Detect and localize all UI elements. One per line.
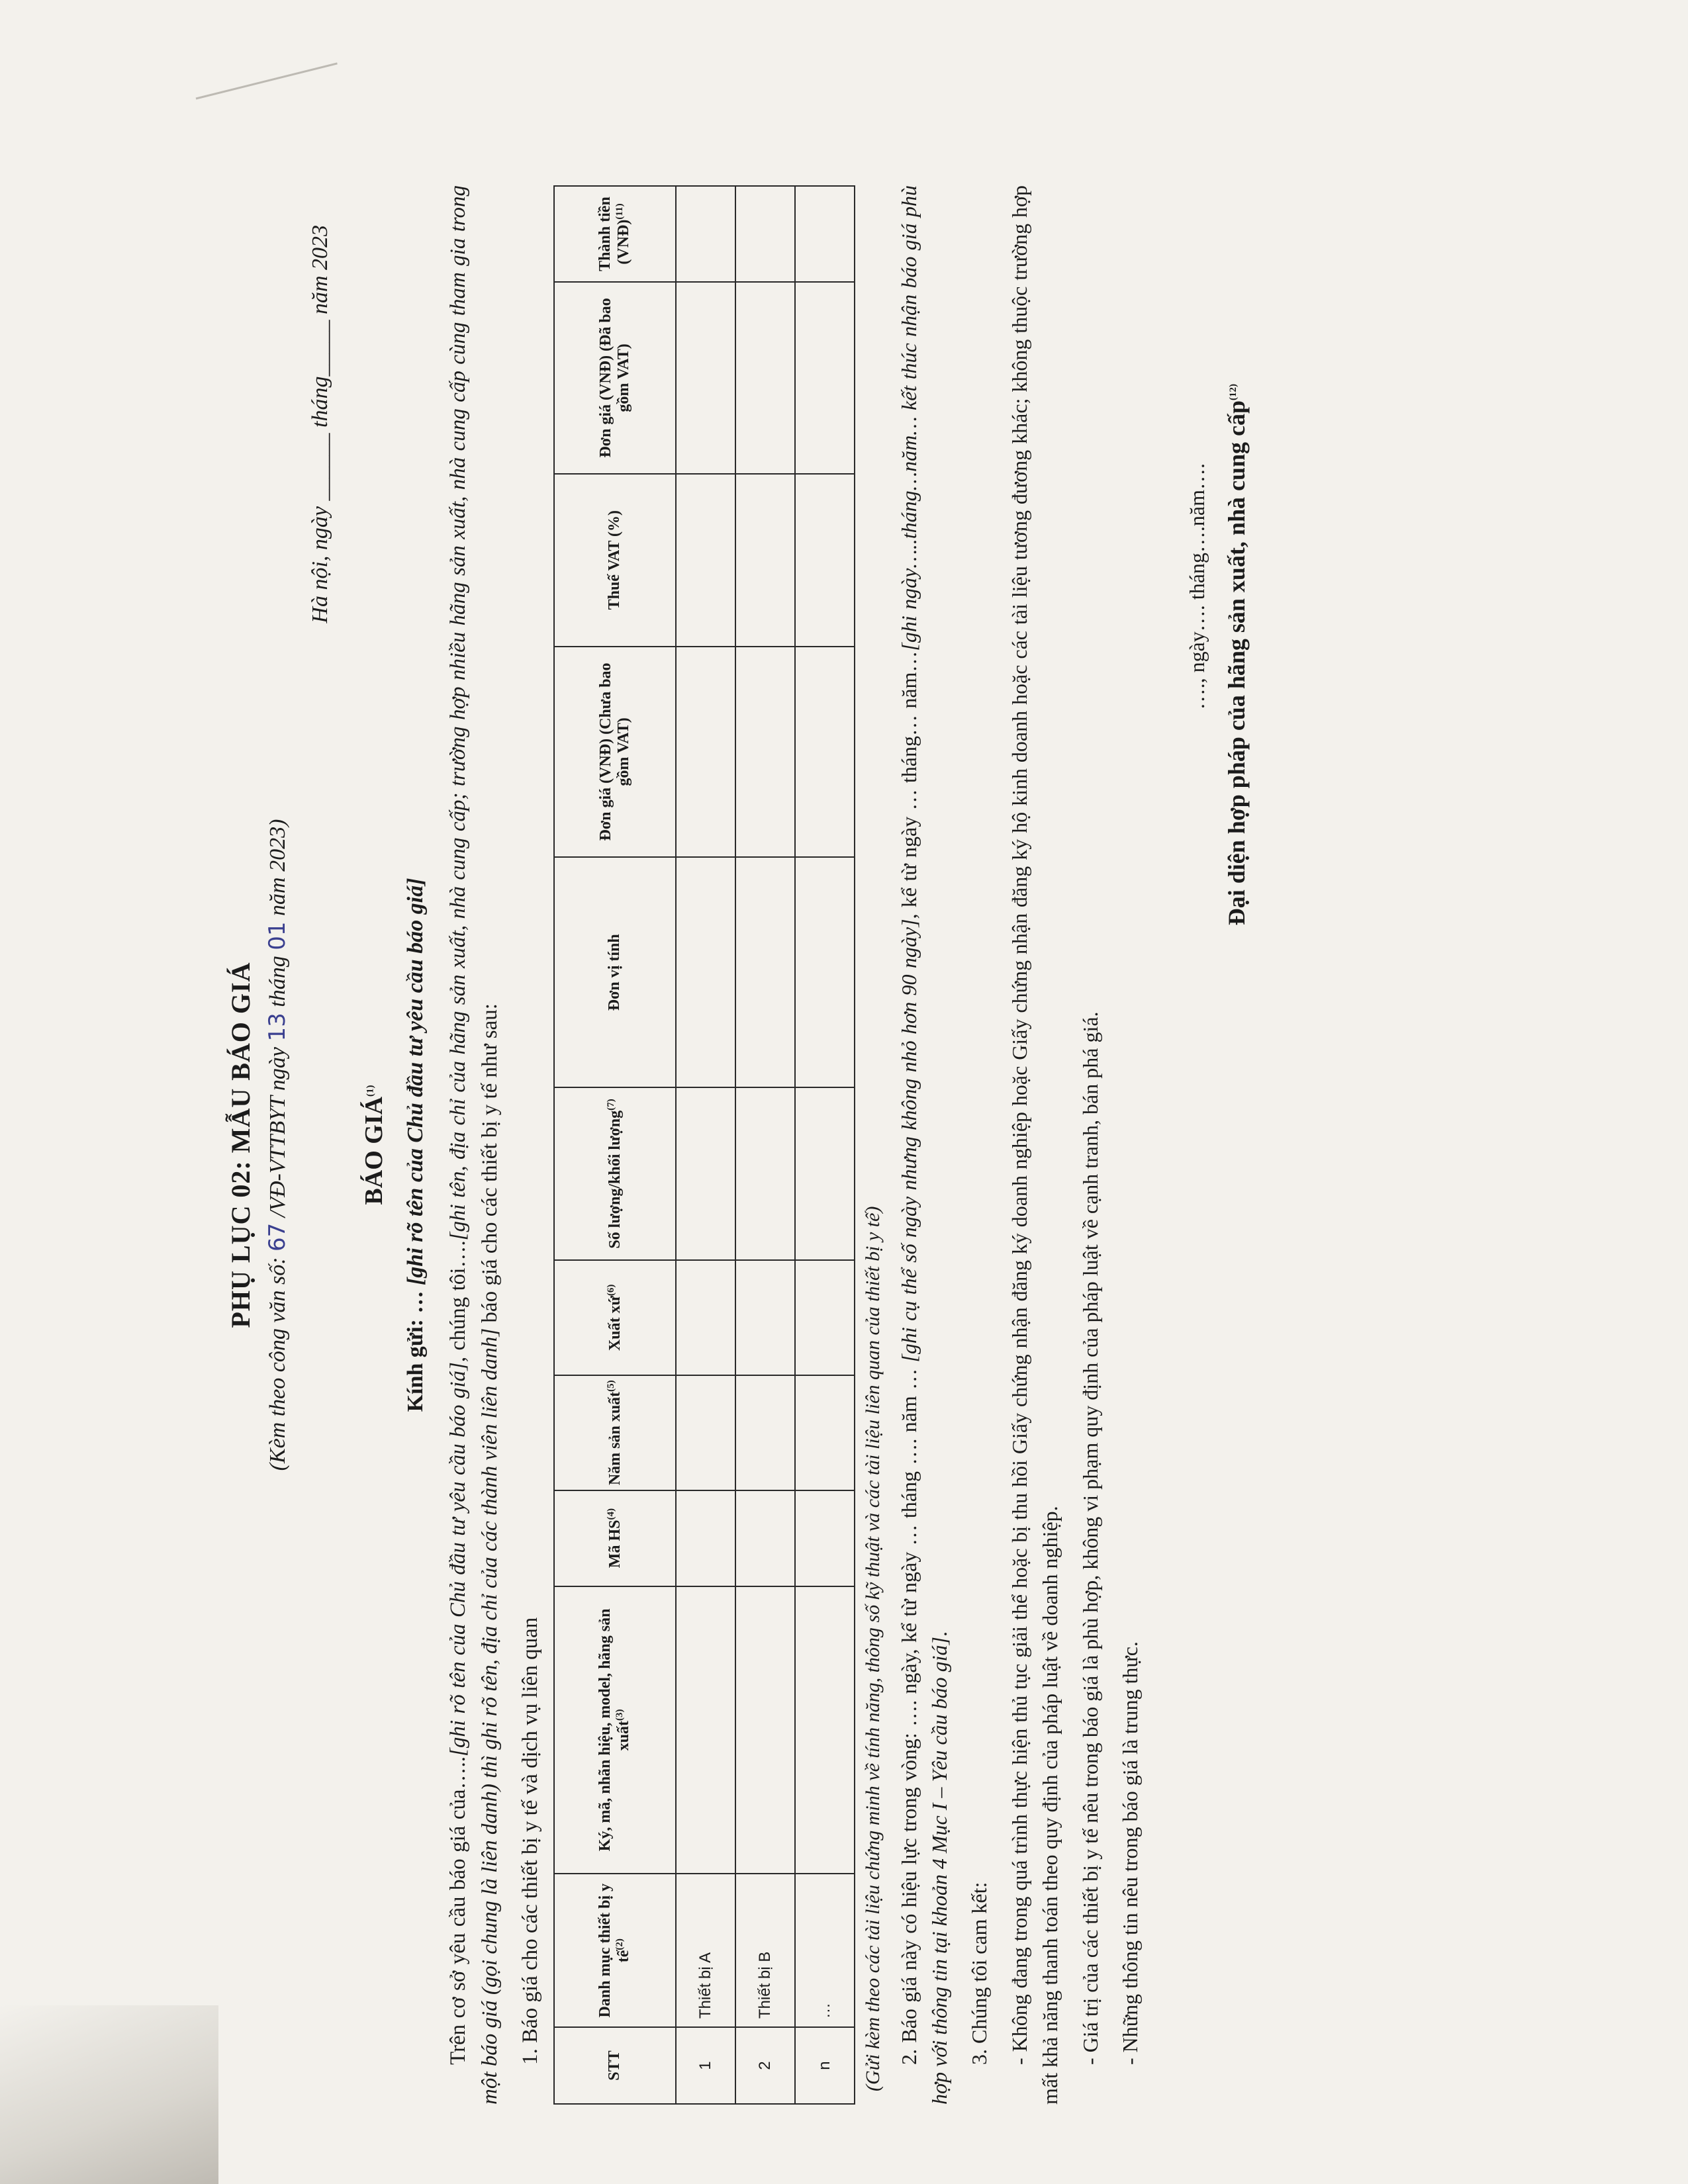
handwritten-number: 67	[264, 1222, 291, 1251]
section-3-heading: 3. Chúng tôi cam kết:	[967, 1882, 992, 2065]
header-origin: Xuất xứ$^{(6)}$	[554, 1260, 676, 1375]
intro-paragraph: Trên cơ sở yêu cầu báo giá của…..[ghi rõ tên của Chủ đầu tư yêu cầu báo giá], chúng tôi….[ghi tên, địa chỉ của hãng sản xuất, nhà cung cấp; trường hợp nhiều hãng sản xuất, nhà cung cấp cùng tham gia trong một báo giá (gọi chung là liên danh) thì ghi rõ tên, địa chỉ của các thành viên liên danh] báo giá cho các thiết bị y tế như sau:	[446, 185, 502, 2105]
commitment-3: - Những thông tin nêu trong báo giá là trung thực.	[1118, 1641, 1143, 2065]
signature-date: …., ngày…. tháng….năm….	[1185, 463, 1209, 710]
paper-fold-shadow	[196, 62, 348, 138]
section-1-heading: 1. Báo giá cho các thiết bị y tế và dịch vụ liên quan	[518, 1617, 542, 2065]
commitment-1: - Không đang trong quá trình thực hiện thủ tục giải thể hoặc bị thu hồi Giấy chứng nhận đăng ký doanh nghiệp hoặc Giấy chứng nhận đăng ký hộ kinh doanh hoặc các tài liệu tương đương khác; không thuộc trường hợp mất khả năng thanh toán theo quy định của pháp luật về doanh nghiệp.	[1007, 185, 1062, 2105]
quote-table	[553, 185, 855, 2105]
header-vat: Thuế VAT (%)	[554, 474, 676, 647]
document-subtitle: (Kèm theo công văn số: 67 /VĐ-VTTBYT ngày 13 tháng 01 năm 2023)	[264, 819, 291, 1471]
header-year: Năm sản xuất$^{(5)}$	[554, 1375, 676, 1490]
commitment-2: - Giá trị của các thiết bị y tế nêu trong báo giá là phù hợp, không vi phạm quy định của pháp luật về cạnh tranh, bán phá giá.	[1078, 1011, 1102, 2065]
header-unit: Đơn vị tính	[554, 857, 676, 1087]
header-hs-code: Mã HS$^{(4)}$	[554, 1490, 676, 1586]
attachment-note: (Gửi kèm theo các tài liệu chứng minh về tính năng, thông số kỹ thuật và các tài liệu liên quan của thiết bị y tế)	[861, 1206, 884, 2091]
header-total: Thành tiền (VNĐ)$^{(11)}$	[554, 186, 676, 282]
table-row: 1 Thiết bị A	[676, 186, 735, 2104]
date-line: Hà nội, ngày ______ tháng_____ năm 2023	[308, 225, 332, 623]
quote-heading: BÁO GIÁ$^{(1)}$	[360, 1085, 388, 1205]
recipient-line: Kính gửi: … [ghi rõ tên của Chủ đầu tư yêu cầu báo giá]	[403, 878, 428, 1412]
header-price-incl-vat: Đơn giá (VNĐ) (Đã bao gồm VAT)	[554, 282, 676, 474]
handwritten-month: 01	[264, 921, 291, 950]
header-stt: STT	[554, 2027, 676, 2104]
document-sheet	[199, 185, 1417, 2105]
section-2-validity: 2. Báo giá này có hiệu lực trong vòng: …. ngày, kể từ ngày … tháng …. năm … [ghi cụ thể số ngày nhưng không nhỏ hơn 90 ngày], kể từ ngày … tháng… năm…[ghi ngày…..tháng…năm… kết thúc nhận báo giá phù hợp với thông tin tại khoản 4 Mục I – Yêu cầu báo giá].	[896, 185, 952, 2105]
header-model: Ký, mã, nhãn hiệu, model, hãng sản xuất$^{(3)}$	[554, 1586, 676, 1874]
signature-title: Đại diện hợp pháp của hãng sản xuất, nhà cung cấp$^{(12)}$	[1223, 384, 1250, 926]
header-price-excl-vat: Đơn giá (VNĐ) (Chưa bao gồm VAT)	[554, 647, 676, 858]
table-header-row	[554, 186, 676, 2104]
header-device-list: Danh mục thiết bị y tế$^{(2)}$	[554, 1874, 676, 2027]
table-row: 2 Thiết bị B	[735, 186, 795, 2104]
document-title: PHỤ LỤC 02: MẪU BÁO GIÁ	[226, 962, 256, 1328]
page-edge-shadow	[0, 2005, 218, 2184]
table-row: n …	[795, 186, 855, 2104]
header-quantity: Số lượng/khối lượng$^{(7)}$	[554, 1087, 676, 1260]
handwritten-day: 13	[264, 1013, 291, 1042]
